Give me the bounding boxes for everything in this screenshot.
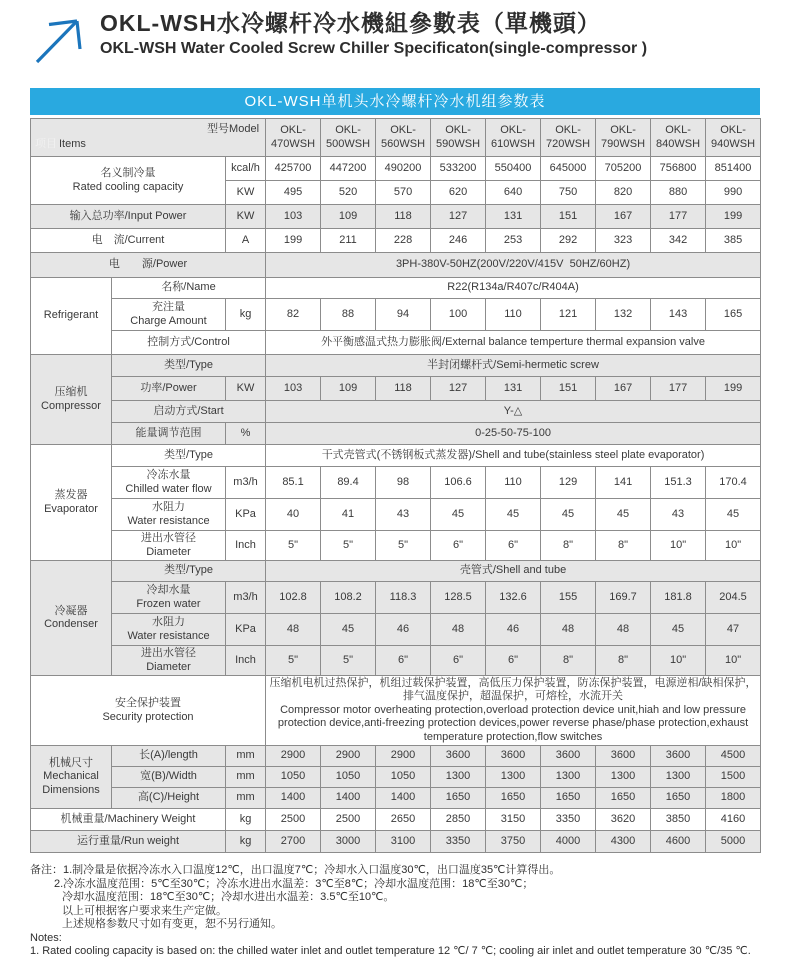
value-cell: 127 xyxy=(431,205,486,229)
note-line: 2.冷冻水温度范围：5℃至30℃；冷冻水进出水温差：3℃至8℃；冷却水温度范围：18℃至30℃； xyxy=(54,877,534,890)
value-cell: 6" xyxy=(376,646,431,676)
value-cell: 8" xyxy=(541,531,596,561)
value-cell: 8" xyxy=(596,646,651,676)
page-title-zh: OKL-WSH水冷螺杆冷水機組參數表（單機頭） xyxy=(100,10,601,36)
row-label: 类型/Type xyxy=(112,561,266,582)
table-row xyxy=(31,331,761,355)
value-cell: 118 xyxy=(376,205,431,229)
value-cell: 177 xyxy=(651,205,706,229)
value-cell: 211 xyxy=(321,229,376,253)
value-cell: 48 xyxy=(266,614,321,646)
value-cell: 1400 xyxy=(376,788,431,809)
span-value: 外平衡感温式热力膨胀阀/External balance temperture thermal expansion valve xyxy=(266,331,761,355)
span-value: 壳管式/Shell and tube xyxy=(266,561,761,582)
value-cell: 88 xyxy=(321,299,376,331)
title-block xyxy=(100,8,647,60)
value-cell: 520 xyxy=(321,181,376,205)
table-row xyxy=(31,157,761,181)
unit-cell: m3/h xyxy=(226,467,266,499)
value-cell: 6" xyxy=(486,646,541,676)
value-cell: 8" xyxy=(541,646,596,676)
value-cell: 495 xyxy=(266,181,321,205)
unit-cell: kg xyxy=(226,831,266,853)
table-row xyxy=(31,646,761,676)
value-cell: 2850 xyxy=(431,809,486,831)
model-header: OKL- 610WSH xyxy=(486,119,541,157)
value-cell: 3850 xyxy=(651,809,706,831)
table-row xyxy=(31,423,761,445)
value-cell: 3150 xyxy=(486,809,541,831)
value-cell: 45 xyxy=(651,614,706,646)
value-cell: 447200 xyxy=(321,157,376,181)
value-cell: 3600 xyxy=(486,746,541,767)
unit-cell: m3/h xyxy=(226,582,266,614)
table-row xyxy=(31,676,761,746)
value-cell: 1300 xyxy=(486,767,541,788)
unit-cell: Inch xyxy=(226,646,266,676)
value-cell: 45 xyxy=(486,499,541,531)
value-cell: 1650 xyxy=(596,788,651,809)
value-cell: 3600 xyxy=(651,746,706,767)
value-cell: 1300 xyxy=(541,767,596,788)
value-cell: 2650 xyxy=(376,809,431,831)
value-cell: 342 xyxy=(651,229,706,253)
span-value: 半封闭螺杆式/Semi-hermetic screw xyxy=(266,355,761,377)
value-cell: 45 xyxy=(596,499,651,531)
arrow-logo-icon xyxy=(30,10,88,66)
value-cell: 199 xyxy=(706,205,761,229)
value-cell: 1050 xyxy=(376,767,431,788)
value-cell: 2900 xyxy=(376,746,431,767)
value-cell: 98 xyxy=(376,467,431,499)
value-cell: 756800 xyxy=(651,157,706,181)
row-label: 长(A)/length xyxy=(112,746,226,767)
value-cell: 46 xyxy=(376,614,431,646)
value-cell: 108.2 xyxy=(321,582,376,614)
value-cell: 645000 xyxy=(541,157,596,181)
row-label: 输入总功率/Input Power xyxy=(31,205,226,229)
value-cell: 3100 xyxy=(376,831,431,853)
model-header: OKL- 470WSH xyxy=(266,119,321,157)
table-row xyxy=(31,299,761,331)
value-cell: 127 xyxy=(431,377,486,401)
row-label: 控制方式/Control xyxy=(112,331,266,355)
table-row xyxy=(31,561,761,582)
value-cell: 3000 xyxy=(321,831,376,853)
value-cell: 10" xyxy=(651,646,706,676)
value-cell: 121 xyxy=(541,299,596,331)
value-cell: 3600 xyxy=(541,746,596,767)
value-cell: 169.7 xyxy=(596,582,651,614)
unit-cell: mm xyxy=(226,788,266,809)
value-cell: 106.6 xyxy=(431,467,486,499)
value-cell: 89.4 xyxy=(321,467,376,499)
value-cell: 490200 xyxy=(376,157,431,181)
value-cell: 3600 xyxy=(596,746,651,767)
value-cell: 109 xyxy=(321,205,376,229)
value-cell: 425700 xyxy=(266,157,321,181)
row-label: 充注量 Charge Amount xyxy=(112,299,226,331)
value-cell: 45 xyxy=(541,499,596,531)
value-cell: 102.8 xyxy=(266,582,321,614)
value-cell: 5" xyxy=(266,531,321,561)
row-label: 安全保护装置 Security protection xyxy=(31,676,266,746)
unit-cell: KPa xyxy=(226,614,266,646)
value-cell: 43 xyxy=(376,499,431,531)
span-value: 0-25-50-75-100 xyxy=(266,423,761,445)
value-cell: 1300 xyxy=(431,767,486,788)
value-cell: 204.5 xyxy=(706,582,761,614)
value-cell: 48 xyxy=(541,614,596,646)
row-label: 名义制冷量 Rated cooling capacity xyxy=(31,157,226,205)
table-row xyxy=(31,788,761,809)
value-cell: 323 xyxy=(596,229,651,253)
value-cell: 6" xyxy=(431,531,486,561)
row-label: 运行重量/Run weight xyxy=(31,831,226,853)
unit-cell: kg xyxy=(226,809,266,831)
value-cell: 103 xyxy=(266,205,321,229)
value-cell: 880 xyxy=(651,181,706,205)
unit-cell: KW xyxy=(226,205,266,229)
value-cell: 109 xyxy=(321,377,376,401)
value-cell: 2900 xyxy=(266,746,321,767)
value-cell: 3620 xyxy=(596,809,651,831)
value-cell: 82 xyxy=(266,299,321,331)
value-cell: 177 xyxy=(651,377,706,401)
value-cell: 1050 xyxy=(266,767,321,788)
table-row xyxy=(31,355,761,377)
value-cell: 1300 xyxy=(651,767,706,788)
value-cell: 8" xyxy=(596,531,651,561)
corner-cell xyxy=(31,119,266,157)
note-line: Notes: xyxy=(30,931,62,944)
value-cell: 5000 xyxy=(706,831,761,853)
table-row xyxy=(31,229,761,253)
value-cell: 129 xyxy=(541,467,596,499)
notes-block xyxy=(30,864,760,959)
table-row xyxy=(31,278,761,299)
value-cell: 48 xyxy=(431,614,486,646)
value-cell: 1650 xyxy=(431,788,486,809)
note-line: 冷却水温度范围：18℃至30℃；冷却水进出水温差：3.5℃至10℃。 xyxy=(62,891,395,904)
value-cell: 550400 xyxy=(486,157,541,181)
value-cell: 3750 xyxy=(486,831,541,853)
value-cell: 990 xyxy=(706,181,761,205)
note-line: 1. Rated cooling capacity is based on: the chilled water inlet and outlet temperature 12 ℃/ 7 ℃; cooling air inlet and outlet temperature 30 ℃/35 ℃. xyxy=(30,945,751,958)
span-value: 3PH-380V-50HZ(200V/220V/415V 50HZ/60HZ) xyxy=(266,253,761,278)
table-row xyxy=(31,499,761,531)
table-title-banner: OKL-WSH单机头水冷螺杆冷水机组参数表 xyxy=(30,88,760,115)
table-row xyxy=(31,582,761,614)
note-line: 上述规格参数尺寸如有变更，恕不另行通知。 xyxy=(62,918,282,931)
table-row xyxy=(31,831,761,853)
value-cell: 141 xyxy=(596,467,651,499)
value-cell: 199 xyxy=(706,377,761,401)
items-axis-label: 项目 Items xyxy=(35,137,86,150)
unit-cell: kcal/h xyxy=(226,157,266,181)
value-cell: 46 xyxy=(486,614,541,646)
table-row xyxy=(31,809,761,831)
value-cell: 1500 xyxy=(706,767,761,788)
table-row xyxy=(31,531,761,561)
unit-cell: % xyxy=(226,423,266,445)
value-cell: 181.8 xyxy=(651,582,706,614)
section-label: 冷凝器 Condenser xyxy=(31,561,112,676)
unit-cell: mm xyxy=(226,746,266,767)
value-cell: 118.3 xyxy=(376,582,431,614)
value-cell: 851400 xyxy=(706,157,761,181)
row-label: 能量调节范围 xyxy=(112,423,226,445)
table-row xyxy=(31,377,761,401)
value-cell: 2500 xyxy=(321,809,376,831)
value-cell: 151.3 xyxy=(651,467,706,499)
page-header xyxy=(30,8,760,66)
section-label: 压缩机 Compressor xyxy=(31,355,112,445)
value-cell: 47 xyxy=(706,614,761,646)
table-row xyxy=(31,767,761,788)
row-label: 宽(B)/Width xyxy=(112,767,226,788)
page-title-en: OKL-WSH Water Cooled Screw Chiller Specificaton(single-compressor ) xyxy=(100,40,648,57)
value-cell: 6" xyxy=(486,531,541,561)
table-row xyxy=(31,205,761,229)
value-cell: 10" xyxy=(651,531,706,561)
value-cell: 4160 xyxy=(706,809,761,831)
value-cell: 131 xyxy=(486,205,541,229)
unit-cell: A xyxy=(226,229,266,253)
row-label: 功率/Power xyxy=(112,377,226,401)
value-cell: 533200 xyxy=(431,157,486,181)
value-cell: 128.5 xyxy=(431,582,486,614)
value-cell: 165 xyxy=(706,299,761,331)
value-cell: 1400 xyxy=(266,788,321,809)
value-cell: 48 xyxy=(596,614,651,646)
section-label: Refrigerant xyxy=(31,278,112,355)
value-cell: 10" xyxy=(706,531,761,561)
value-cell: 6" xyxy=(431,646,486,676)
value-cell: 5" xyxy=(266,646,321,676)
row-label: 机械重量/Machinery Weight xyxy=(31,809,226,831)
spec-table-body xyxy=(31,119,761,853)
row-label: 冷冻水量 Chilled water flow xyxy=(112,467,226,499)
section-label: 机械尺寸 Mechanical Dimensions xyxy=(31,746,112,809)
value-cell: 620 xyxy=(431,181,486,205)
spec-table xyxy=(30,118,761,853)
unit-cell: KW xyxy=(226,377,266,401)
value-cell: 640 xyxy=(486,181,541,205)
row-label: 水阻力 Water resistance xyxy=(112,499,226,531)
row-label: 进出水管径 Diameter xyxy=(112,646,226,676)
row-label: 名称/Name xyxy=(112,278,266,299)
value-cell: 118 xyxy=(376,377,431,401)
value-cell: 110 xyxy=(486,299,541,331)
value-cell: 132.6 xyxy=(486,582,541,614)
value-cell: 1650 xyxy=(651,788,706,809)
value-cell: 5" xyxy=(376,531,431,561)
value-cell: 85.1 xyxy=(266,467,321,499)
row-label: 电 流/Current xyxy=(31,229,226,253)
model-header: OKL- 940WSH xyxy=(706,119,761,157)
span-value: 干式壳管式(不锈钢板式蒸发器)/Shell and tube(stainless steel plate evaporator) xyxy=(266,445,761,467)
value-cell: 4600 xyxy=(651,831,706,853)
value-cell: 155 xyxy=(541,582,596,614)
row-label: 高(C)/Height xyxy=(112,788,226,809)
note-line: 以上可根据客户要求来生产定做。 xyxy=(62,904,227,917)
span-value: R22(R134a/R407c/R404A) xyxy=(266,278,761,299)
row-label: 启动方式/Start xyxy=(112,401,266,423)
table-row xyxy=(31,119,761,157)
value-cell: 103 xyxy=(266,377,321,401)
value-cell: 3350 xyxy=(431,831,486,853)
value-cell: 2700 xyxy=(266,831,321,853)
value-cell: 3600 xyxy=(431,746,486,767)
value-cell: 1650 xyxy=(541,788,596,809)
value-cell: 110 xyxy=(486,467,541,499)
row-label: 进出水管径 Diameter xyxy=(112,531,226,561)
value-cell: 2500 xyxy=(266,809,321,831)
row-label: 冷却水量 Frozen water xyxy=(112,582,226,614)
value-cell: 246 xyxy=(431,229,486,253)
value-cell: 1400 xyxy=(321,788,376,809)
value-cell: 45 xyxy=(321,614,376,646)
value-cell: 167 xyxy=(596,377,651,401)
value-cell: 570 xyxy=(376,181,431,205)
row-label: 水阻力 Water resistance xyxy=(112,614,226,646)
model-header: OKL- 840WSH xyxy=(651,119,706,157)
value-cell: 4500 xyxy=(706,746,761,767)
unit-cell: KPa xyxy=(226,499,266,531)
table-row xyxy=(31,253,761,278)
model-header: OKL- 590WSH xyxy=(431,119,486,157)
value-cell: 45 xyxy=(431,499,486,531)
row-label: 电 源/Power xyxy=(31,253,266,278)
value-cell: 385 xyxy=(706,229,761,253)
value-cell: 40 xyxy=(266,499,321,531)
table-row xyxy=(31,746,761,767)
value-cell: 151 xyxy=(541,377,596,401)
value-cell: 5" xyxy=(321,531,376,561)
unit-cell: mm xyxy=(226,767,266,788)
value-cell: 94 xyxy=(376,299,431,331)
model-header: OKL- 790WSH xyxy=(596,119,651,157)
table-row xyxy=(31,445,761,467)
value-cell: 253 xyxy=(486,229,541,253)
note-line: 备注：1.制冷量是依据冷冻水入口温度12℃，出口温度7℃；冷却水入口温度30℃，出口温度35℃计算得出。 xyxy=(30,864,561,877)
value-cell: 705200 xyxy=(596,157,651,181)
unit-cell: Inch xyxy=(226,531,266,561)
model-header: OKL- 500WSH xyxy=(321,119,376,157)
value-cell: 292 xyxy=(541,229,596,253)
model-axis-label: 型号Model xyxy=(207,123,260,135)
model-header: OKL- 560WSH xyxy=(376,119,431,157)
value-cell: 45 xyxy=(706,499,761,531)
row-label: 类型/Type xyxy=(112,355,266,377)
value-cell: 1800 xyxy=(706,788,761,809)
value-cell: 170.4 xyxy=(706,467,761,499)
table-row xyxy=(31,401,761,423)
value-cell: 1050 xyxy=(321,767,376,788)
value-cell: 4300 xyxy=(596,831,651,853)
value-cell: 132 xyxy=(596,299,651,331)
value-cell: 131 xyxy=(486,377,541,401)
section-label: 蒸发器 Evaporator xyxy=(31,445,112,561)
value-cell: 2900 xyxy=(321,746,376,767)
value-cell: 167 xyxy=(596,205,651,229)
value-cell: 5" xyxy=(321,646,376,676)
value-cell: 820 xyxy=(596,181,651,205)
value-cell: 100 xyxy=(431,299,486,331)
row-label: 类型/Type xyxy=(112,445,266,467)
value-cell: 228 xyxy=(376,229,431,253)
value-cell: 4000 xyxy=(541,831,596,853)
value-cell: 750 xyxy=(541,181,596,205)
value-cell: 10" xyxy=(706,646,761,676)
value-cell: 143 xyxy=(651,299,706,331)
table-row xyxy=(31,614,761,646)
value-cell: 1300 xyxy=(596,767,651,788)
unit-cell: kg xyxy=(226,299,266,331)
value-cell: 3350 xyxy=(541,809,596,831)
value-cell: 41 xyxy=(321,499,376,531)
model-header: OKL- 720WSH xyxy=(541,119,596,157)
span-value: Y-△ xyxy=(266,401,761,423)
span-value: 压缩机电机过热保护，机组过载保护装置，高低压力保护装置，防冻保护装置，电源逆相/缺相保护，排气温度保护，超温保护，可熔栓，水流开关 Compressor motor overheating protection,overload protection device unit,hiah and low pressure protection device,anti-freezing protection devices,power reverse phase/phase protection,exhaust temperature protection,flow switches xyxy=(266,676,761,746)
value-cell: 151 xyxy=(541,205,596,229)
table-row xyxy=(31,467,761,499)
value-cell: 43 xyxy=(651,499,706,531)
value-cell: 199 xyxy=(266,229,321,253)
unit-cell: KW xyxy=(226,181,266,205)
value-cell: 1650 xyxy=(486,788,541,809)
